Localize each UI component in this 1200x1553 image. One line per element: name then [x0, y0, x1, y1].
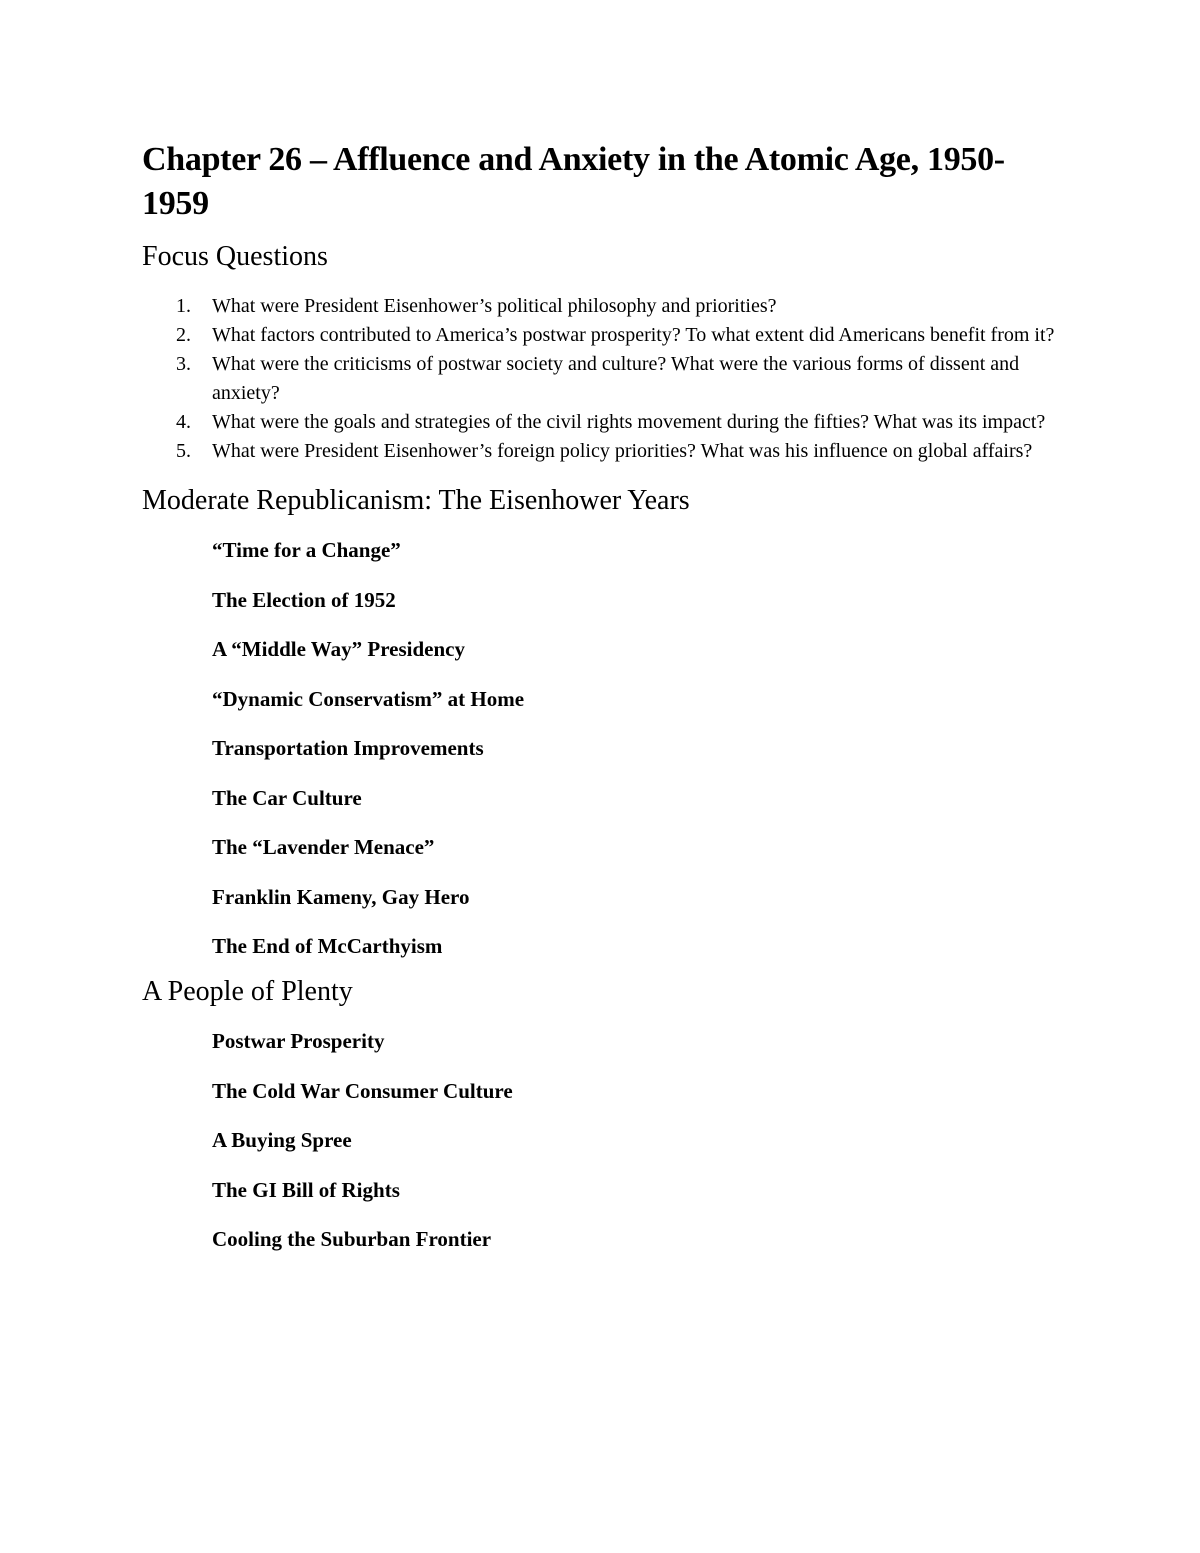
- question-number: 3.: [176, 353, 191, 375]
- subheading: Postwar Prosperity: [212, 1029, 385, 1053]
- page-title: [142, 138, 1062, 226]
- question-text: What were the goals and strategies of the civil rights movement during the fifties? What was its impact?: [212, 411, 1046, 433]
- section-heading-people-of-plenty: A People of Plenty: [142, 976, 353, 1007]
- subheading: Cooling the Suburban Frontier: [212, 1227, 492, 1251]
- section-subheadings-list: [142, 1027, 1062, 1254]
- question-text: What were President Eisenhower’s political philosophy and priorities?: [212, 295, 777, 317]
- subheading: A Buying Spree: [212, 1128, 352, 1152]
- section-subheadings-list: [142, 536, 1062, 961]
- subheading: The GI Bill of Rights: [212, 1177, 400, 1202]
- question-text: What factors contributed to America’s postwar prosperity? To what extent did Americans benefit from it?: [212, 324, 1055, 346]
- subheading: “Time for a Change”: [212, 538, 401, 562]
- focus-questions-heading: Focus Questions: [142, 241, 328, 272]
- section-heading-eisenhower-years: Moderate Republicanism: The Eisenhower Years: [142, 485, 690, 516]
- list-item: [142, 321, 1062, 350]
- question-number: 1.: [176, 295, 191, 317]
- page-title-line-2: 1959: [142, 185, 209, 222]
- question-text: What were President Eisenhower’s foreign policy priorities? What was his influence on global affairs?: [212, 440, 1033, 462]
- focus-questions-list: [142, 292, 1062, 466]
- question-number: 2.: [176, 324, 191, 346]
- question-number: 5.: [176, 440, 191, 462]
- subheading: A “Middle Way” Presidency: [212, 637, 465, 661]
- list-item: [142, 437, 1062, 466]
- question-text: What were the criticisms of postwar society and culture? What were the various forms of dissent and anxiety?: [212, 353, 1020, 404]
- list-item: [142, 292, 1062, 321]
- subheading: The “Lavender Menace”: [212, 835, 435, 859]
- list-item: [142, 350, 1062, 408]
- subheading: The End of McCarthyism: [212, 934, 443, 958]
- subheading: Transportation Improvements: [212, 736, 484, 760]
- list-item: [142, 408, 1062, 437]
- page-title-line-1: Chapter 26 – Affluence and Anxiety in the Atomic Age, 1950-: [142, 141, 1005, 178]
- question-number: 4.: [176, 411, 191, 433]
- document-content: [142, 138, 1062, 1268]
- subheading: The Cold War Consumer Culture: [212, 1078, 513, 1103]
- subheading: The Car Culture: [212, 785, 362, 810]
- subheading: The Election of 1952: [212, 587, 396, 612]
- subheading: Franklin Kameny, Gay Hero: [212, 884, 470, 909]
- subheading: “Dynamic Conservatism” at Home: [212, 686, 525, 711]
